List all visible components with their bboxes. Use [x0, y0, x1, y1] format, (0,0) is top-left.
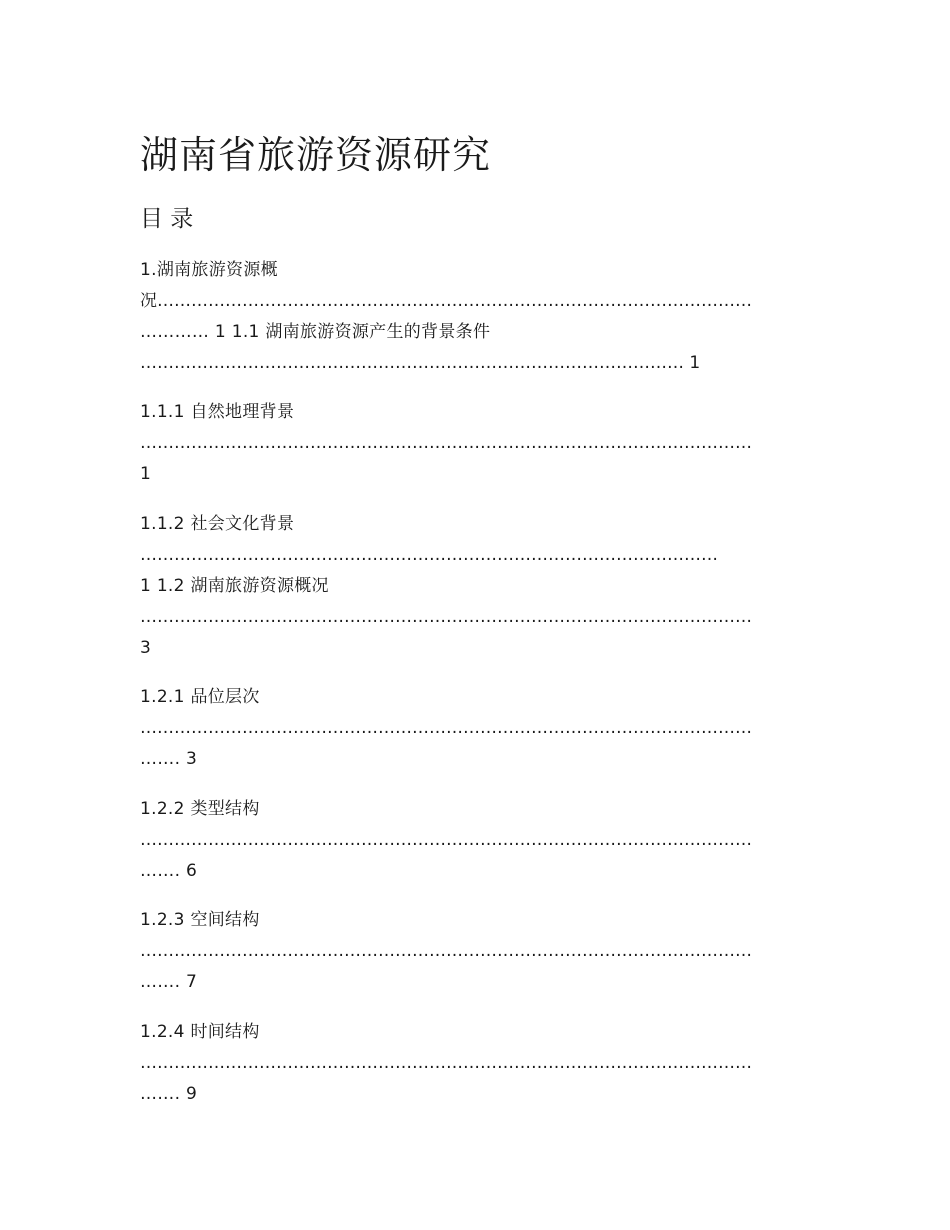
toc-line: ……. 7 — [140, 972, 198, 992]
toc-line: 1.2.3 空间结构 — [140, 910, 260, 930]
toc-line: …………………………………………………………………………………… 1 — [140, 353, 701, 373]
toc-line: ……………………………………………………………………………………………… — [140, 433, 752, 453]
toc-line: 1 — [140, 464, 152, 484]
document-title: 湖南省旅游资源研究 — [140, 133, 492, 177]
toc-line: 况…………………………………………………………………………………………… — [140, 291, 752, 311]
toc-line: ……. 9 — [140, 1084, 198, 1104]
toc-line: 1.1.2 社会文化背景 — [140, 514, 295, 534]
toc-heading: 目 录 — [140, 206, 194, 232]
toc-line: ……………………………………………………………………………………………… — [140, 941, 752, 961]
toc-line: ……………………………………………………………………………………………… — [140, 830, 752, 850]
toc-line: ………………………………………………………………………………………… — [140, 545, 718, 565]
toc-line: 1.2.4 时间结构 — [140, 1022, 260, 1042]
toc-line: ……. 3 — [140, 749, 198, 769]
toc-line: ……………………………………………………………………………………………… — [140, 1053, 752, 1073]
toc-line: ………… 1 1.1 湖南旅游资源产生的背景条件 — [140, 322, 491, 342]
toc-line: ……………………………………………………………………………………………… — [140, 607, 752, 627]
toc-line: 1.2.1 品位层次 — [140, 687, 260, 707]
toc-line: 1.湖南旅游资源概 — [140, 260, 278, 280]
toc-line: 1.2.2 类型结构 — [140, 799, 260, 819]
toc-line: ……………………………………………………………………………………………… — [140, 718, 752, 738]
toc-line: 1 1.2 湖南旅游资源概况 — [140, 576, 329, 596]
toc-line: 3 — [140, 638, 152, 658]
toc-line: 1.1.1 自然地理背景 — [140, 402, 295, 422]
toc-line: ……. 6 — [140, 861, 198, 881]
